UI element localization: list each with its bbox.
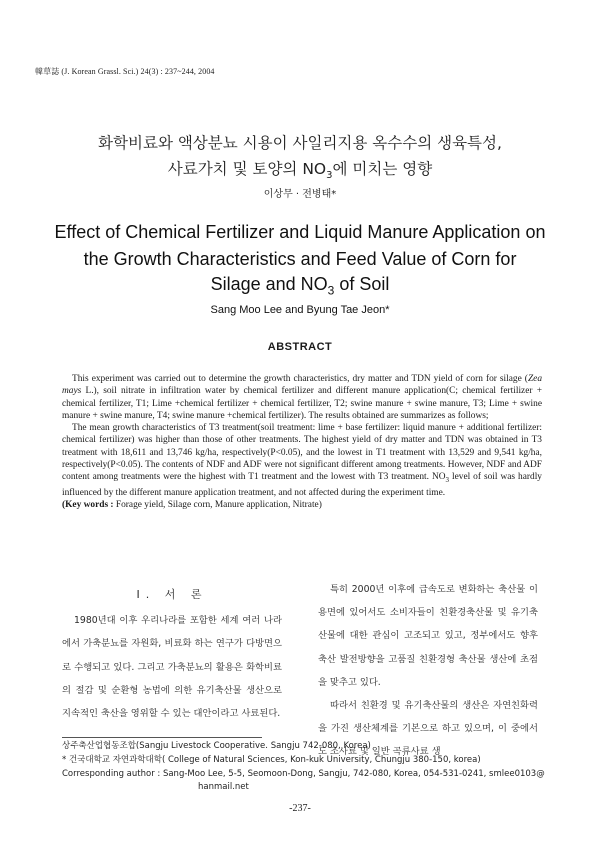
keywords: (Key words : Forage yield, Silage corn, Manure application, Nitrate) (62, 499, 322, 510)
footnote-divider (62, 737, 262, 738)
intro-paragraph-2: 특히 2000년 이후에 급속도로 변화하는 축산물 이용면에 있어서도 소비자들이 친환경축산물 및 유기축산물에 대한 관심이 고조되고 있고, 정부에서도 향후 축산 발전방향을 고품질 친환경형 축산물 생산에 초점을 맞추고 있다. (318, 584, 538, 688)
body-right-column (318, 578, 538, 764)
affiliation-2: * 건국대학교 자연과학대학( College of Natural Sciences, Kon-kuk University, Chungju 380-150, korea) (62, 754, 481, 765)
intro-paragraph-3: 따라서 친환경 및 유기축산물의 생산은 자연친화력을 가진 생산체계를 기본으로 하고 있으며, 이 중에서도 조사료 및 일반 곡류사료 생 (318, 700, 538, 758)
journal-reference: 韓草誌 (J. Korean Grassl. Sci.) 24(3) : 237~244, 2004 (35, 67, 215, 76)
affiliation-1: 상주축산업협동조합(Sangju Livestock Cooperative. Sangju 742-080, Korea) (62, 741, 371, 751)
body-left-column (62, 583, 282, 725)
english-authors: Sang Moo Lee and Byung Tae Jeon* (210, 304, 390, 316)
korean-title-line-1: 화학비료와 액상분뇨 시용이 사일리지용 옥수수의 생육특성, (98, 134, 502, 152)
abstract-body (62, 373, 542, 511)
corresponding-author-email-cont: hanmail.net (198, 782, 249, 793)
english-title-line-1: Effect of Chemical Fertilizer and Liquid Manure Application on (54, 222, 546, 242)
abstract-paragraph-2: The mean growth characteristics of T3 treatment(soil treatment: lime + base fertilizer: liquid manure + additional fertilizer: chemical fertilizer) was higher than those of other treatments. The highest yield of dry matter and TDN was obtained in T3 treatment with 18,611 and 13,746 kg/ha, respectively(P<0.05), and the lowest in T1 treatment with 13,529 and 9,541 kg/ha, respectively(P<0.05). The contents of NDF and ADF were not significant different among treatments. However, NDF and ADF content among treatments were the highest with T1 treatment and the lowest with T3 treatment. $NO_3$ level of soil was hardly influenced by the different manure application treatment, and not affected during the experiment time. (62, 423, 542, 498)
corresponding-author: Corresponding author : Sang-Moo Lee, 5-5, Seomoon-Dong, Sangju, 742-080, Korea, 054-531-0241, smlee0103@ (62, 768, 545, 779)
abstract-heading: ABSTRACT (267, 341, 333, 353)
abstract-paragraph-1: This experiment was carried out to determine the growth characteristics, dry matter and TDN yield of corn for silage (Zea mays L.), soil nitrate in infiltration water by chemical fertilizer and different manure application(C; chemical fertilizer + chemical fertilizer, T1; Lime +chemical fertilizer + chemical fertilizer, T2; swine manure + swine manure, T3; Lime + swine manure + swine manure, T4; swine manure +chemical fertilizer). The results obtained are summarizes as follows; (62, 374, 542, 421)
korean-authors: 이상무 · 전병태* (263, 189, 337, 200)
korean-title-line-2: 사료가치 및 토양의 $NO_3$에 미치는 영향 (167, 160, 433, 182)
intro-paragraph-1: 1980년대 이후 우리나라를 포함한 세계 여러 나라에서 가축분뇨를 자원화, 비료화 하는 연구가 다방면으로 수행되고 있다. 그리고 가축분뇨의 활용은 화학비료의 절감 및 순환형 농법에 의한 유기축산물 생산으로 지속적인 축산을 영위할 수 있는 대안이라고 사료된다. (62, 615, 282, 720)
section-heading-introduction: I. 서 론 (136, 588, 208, 601)
english-title-line-2: the Growth Characteristics and Feed Value of Corn for (83, 249, 517, 269)
page-number: -237- (289, 803, 311, 814)
english-title-line-3: Silage and $NO_3$ of Soil (210, 274, 390, 298)
footnotes (62, 740, 552, 795)
